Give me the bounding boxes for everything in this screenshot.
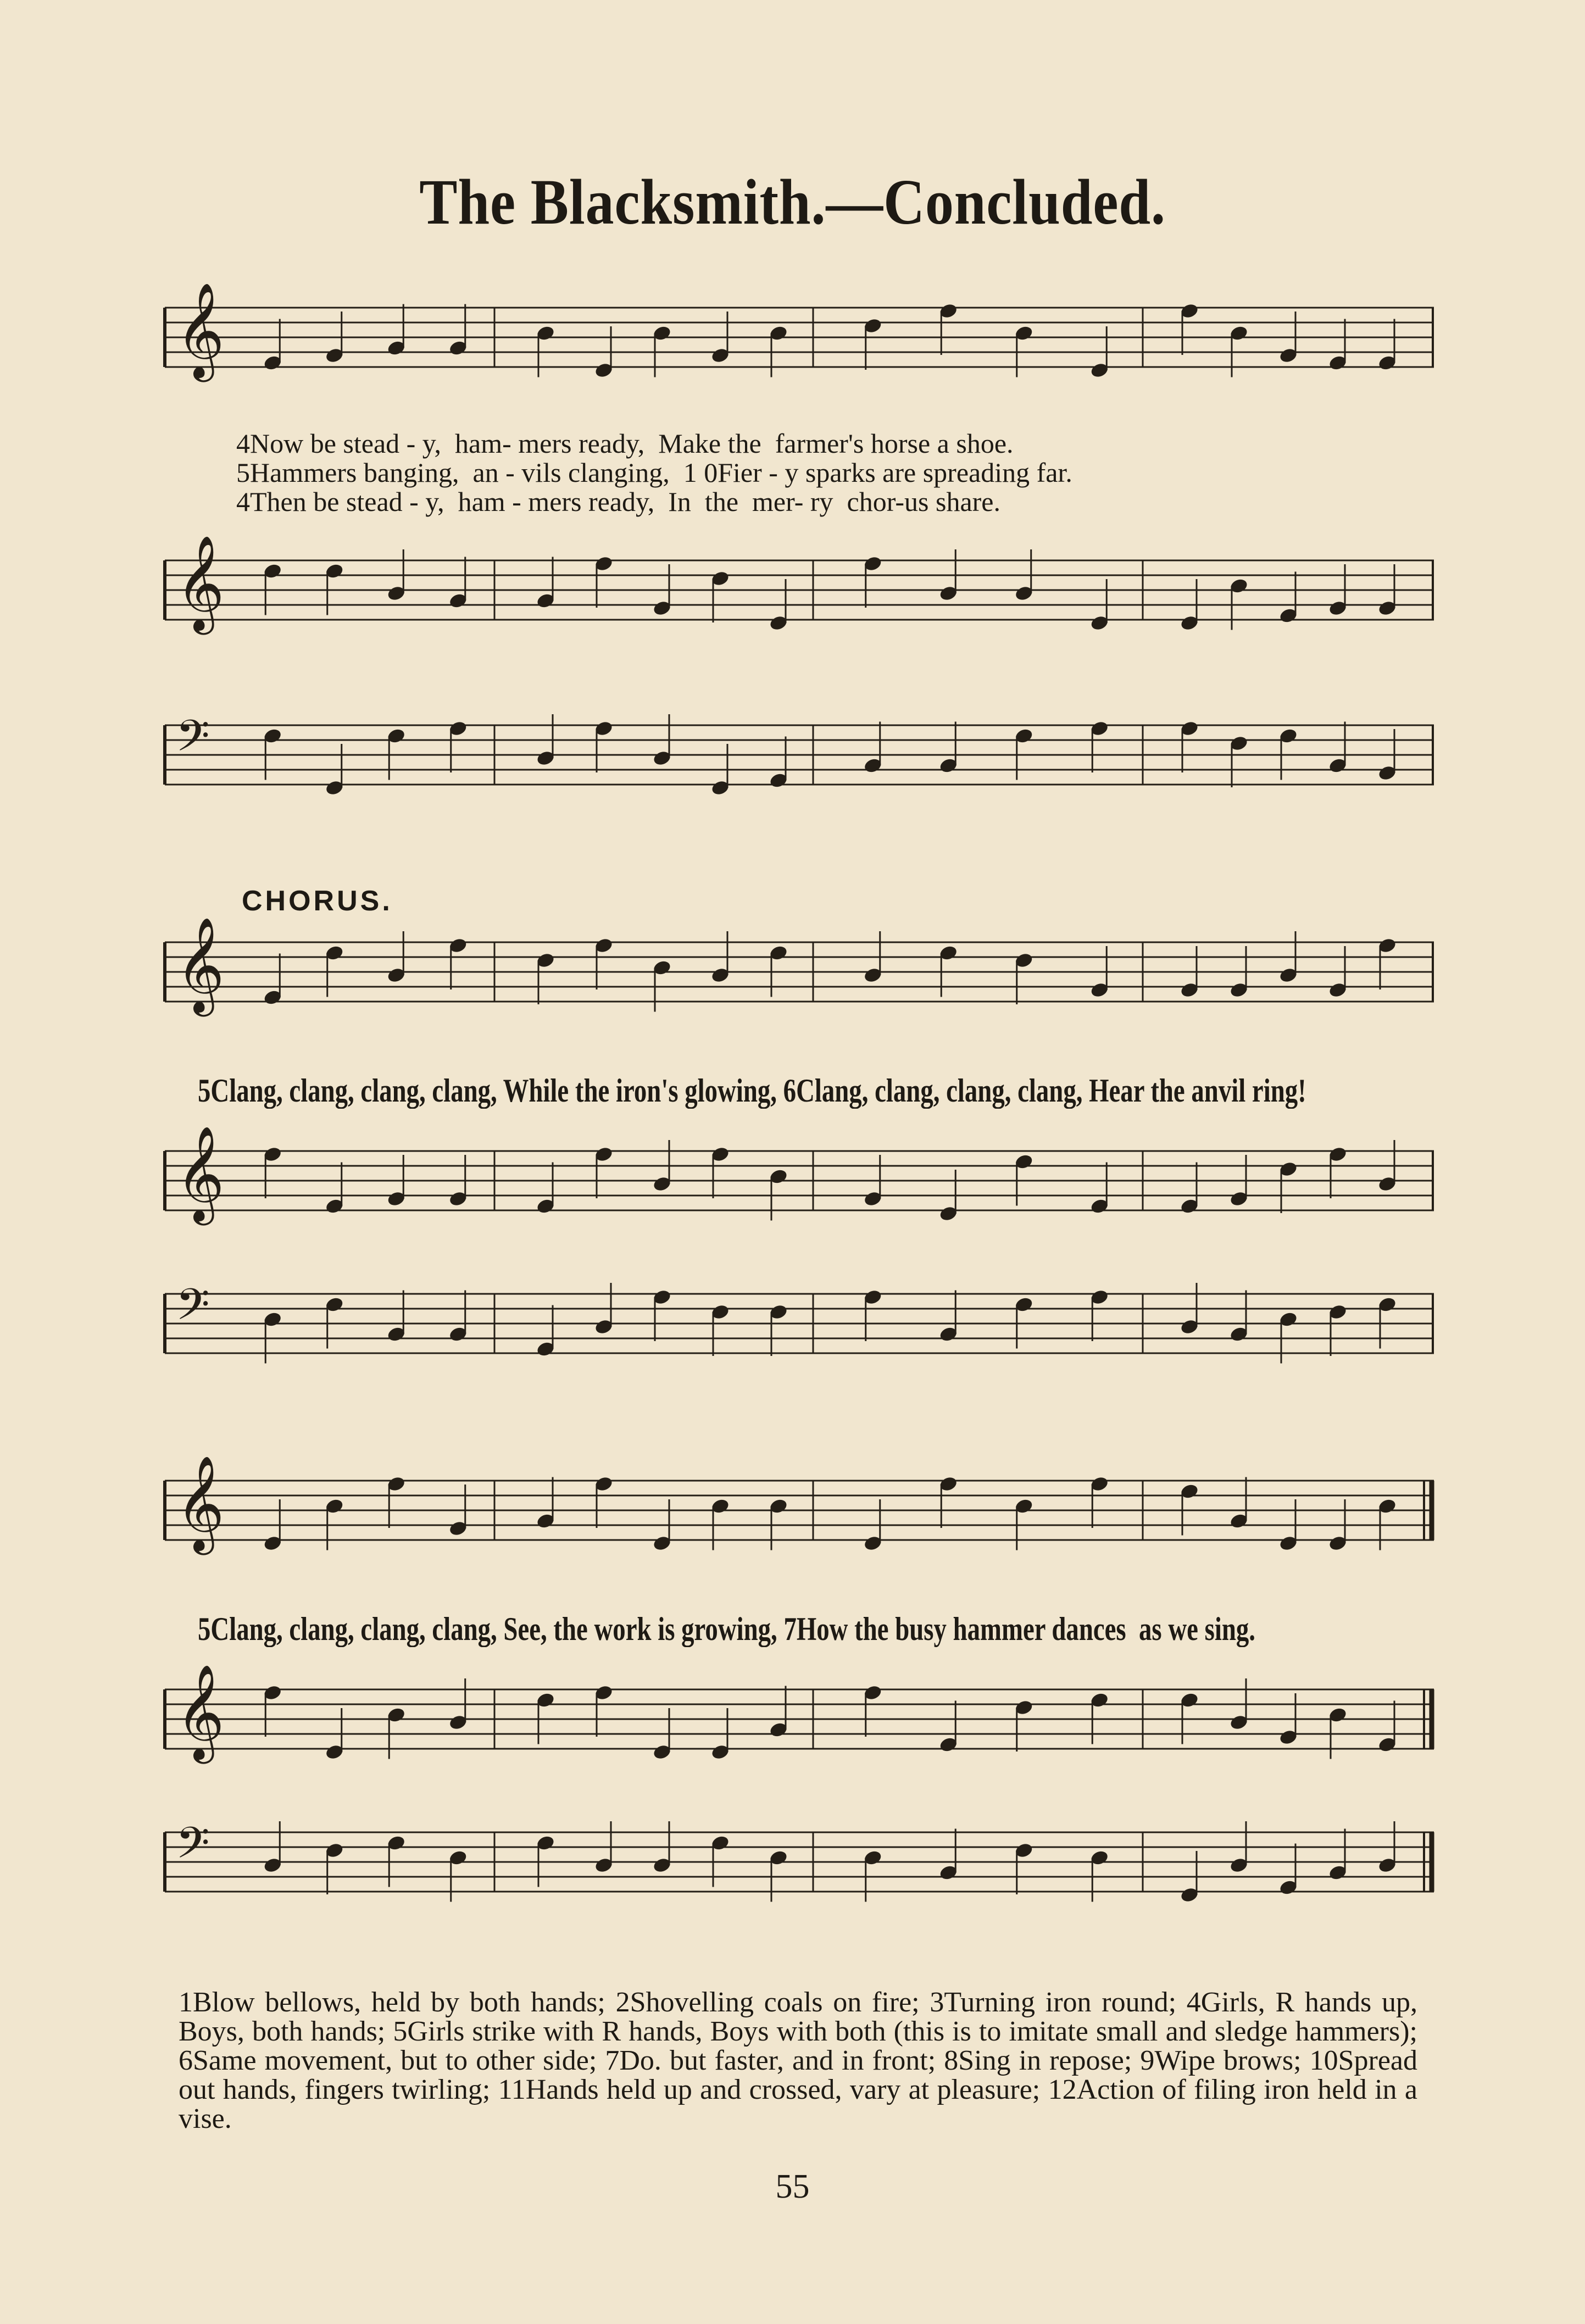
svg-text:𝄞: 𝄞 [176,1455,225,1551]
treble-staff [165,282,1434,378]
lyric-line: 5Clang, clang, clang, clang, While the iron's glowing, 6Clang, clang, clang, clang, Hear the anvil ring! [198,1072,1306,1109]
svg-text:𝄞: 𝄞 [176,535,225,631]
svg-text:𝄞: 𝄞 [176,282,225,378]
chorus-label: CHORUS. [242,885,393,917]
music-system-chorus-2 [165,1455,1434,1931]
lyric-line: 4Then be stead - y, ham - mers ready, In the mer- ry chor-us share. [236,486,1000,517]
svg-text:𝄢: 𝄢 [176,1817,210,1879]
treble-staff [165,917,1434,1013]
lyric-line: 5Hammers banging, an - vils clanging, 1 0Fier - y sparks are spreading far. [236,457,1072,488]
lyric-line: 4Now be stead - y, ham- mers ready, Make the farmer's horse a shoe. [236,428,1014,459]
performance-footnotes: 1Blow bellows, held by both hands; 2Shovelling coals on fire; 3Turning iron round; 4Girls, R hands up, Boys, both hands; 5Girls strike with R hands, Boys with both (this is to imitate small and sledge hammers); 6Same movement, but to other side; 7Do. but faster, and in front; 8Sing in repose; 9Wipe brows; 10Spread out hands, fingers twirling; 11Hands held up and crossed, vary at pleasure; 12Action of filing iron held in a vise. [179,1987,1417,2134]
svg-text:𝄞: 𝄞 [176,917,225,1013]
treble-staff [165,1126,1434,1221]
page-number: 55 [775,2168,810,2205]
bass-staff [165,1279,1434,1353]
bass-staff [165,1817,1434,1892]
treble-staff [165,1455,1434,1551]
svg-text:𝄞: 𝄞 [176,1664,225,1760]
music-system-verse [165,282,1434,808]
treble-staff [165,1664,1434,1760]
svg-text:𝄢: 𝄢 [176,1279,210,1341]
page-title: The Blacksmith.—Concluded. [419,166,1166,238]
lyric-line: 5Clang, clang, clang, clang, See, the work is growing, 7How the busy hammer dances as we sing. [198,1611,1255,1647]
bass-staff [165,710,1434,785]
music-system-chorus-1 [165,917,1434,1393]
treble-staff [165,535,1434,631]
svg-text:𝄞: 𝄞 [176,1126,225,1221]
svg-text:𝄢: 𝄢 [176,710,210,772]
